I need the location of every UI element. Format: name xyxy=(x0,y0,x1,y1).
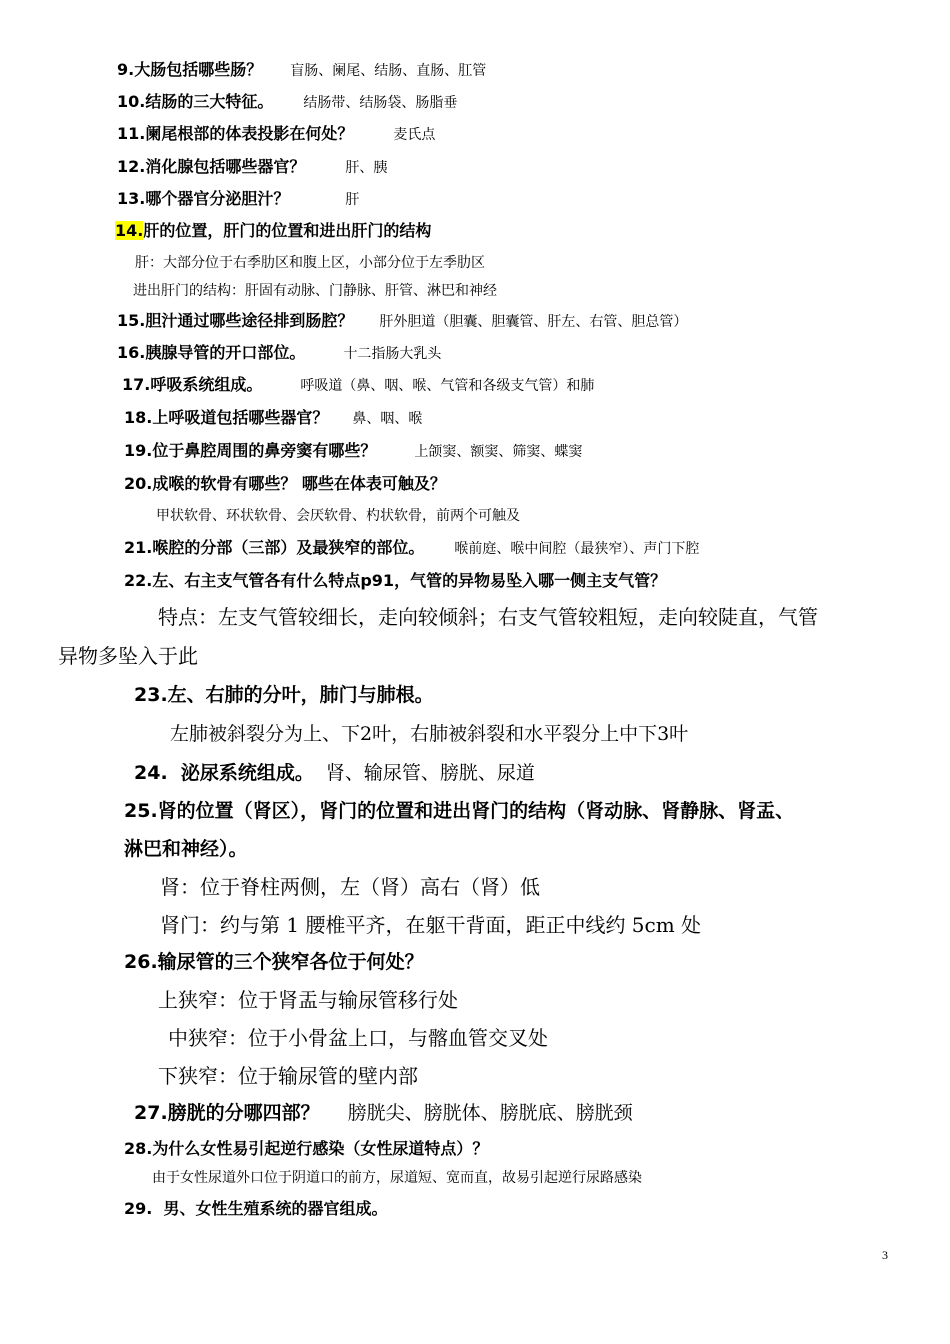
item-10 xyxy=(117,94,457,110)
question: 20.成喉的软骨有哪些？ 哪些在体表可触及？ xyxy=(124,474,446,493)
item-23-answer: 左肺被斜裂分为上、下2叶，右肺被斜裂和水平裂分上中下3叶 xyxy=(170,723,689,745)
item-14-answer-1: 肝：大部分位于右季肋区和腹上区，小部分位于左季肋区 xyxy=(135,255,485,271)
answer: 肾、输尿管、膀胱、尿道 xyxy=(325,762,535,784)
item-20-answer: 甲状软骨、环状软骨、会厌软骨、杓状软骨，前两个可触及 xyxy=(156,508,520,524)
answer: 肝 xyxy=(345,192,360,208)
item-20 xyxy=(124,476,446,492)
question: 23.左、右肺的分叶，肺门与肺根。 xyxy=(134,684,434,706)
item-27 xyxy=(134,1104,633,1123)
page-number: 3 xyxy=(882,1248,888,1262)
item-9 xyxy=(117,62,486,78)
item-22-answer-2: 异物多坠入于此 xyxy=(58,644,198,668)
item-26-answer-3: 下狭窄：位于输尿管的壁内部 xyxy=(158,1064,418,1088)
item-17 xyxy=(122,377,594,393)
item-26 xyxy=(124,953,424,972)
item-24 xyxy=(134,764,535,783)
item-26-answer-2: 中狭窄：位于小骨盆上口，与髂血管交叉处 xyxy=(168,1026,548,1050)
item-29 xyxy=(124,1201,388,1217)
question: 12.消化腺包括哪些器官？ xyxy=(117,157,306,176)
item-28 xyxy=(124,1141,488,1157)
answer: 鼻、咽、喉 xyxy=(352,411,423,427)
answer: 肝外胆道（胆囊、胆囊管、肝左、右管、胆总管） xyxy=(379,314,688,330)
answer: 十二指肠大乳头 xyxy=(343,346,442,362)
question: 13.哪个器官分泌胆汁？ xyxy=(117,189,290,208)
question-cont: 淋巴和神经）。 xyxy=(124,838,248,860)
answer: 呼吸道（鼻、咽、喉、气管和各级支气管）和肺 xyxy=(300,378,595,394)
item-15 xyxy=(117,313,687,329)
item-22 xyxy=(124,573,666,589)
item-21 xyxy=(124,540,699,556)
question: 27.膀胱的分哪四部？ xyxy=(134,1102,320,1124)
question: 26.输尿管的三个狭窄各位于何处？ xyxy=(124,951,424,973)
item-18 xyxy=(124,410,422,426)
question: 21.喉腔的分部（三部）及最狭窄的部位。 xyxy=(124,538,425,557)
item-25-line-2 xyxy=(124,840,248,859)
question: 16.胰腺导管的开口部位。 xyxy=(117,343,306,362)
question-number-highlighted: 14. xyxy=(115,221,144,240)
question: 15.胆汁通过哪些途径排到肠腔？ xyxy=(117,311,354,330)
item-11 xyxy=(117,126,435,142)
item-22-answer-1: 特点：左支气管较细长，走向较倾斜；右支气管较粗短，走向较陡直，气管 xyxy=(158,605,818,629)
question: 17.呼吸系统组成。 xyxy=(122,375,263,394)
question: 19.位于鼻腔周围的鼻旁窦有哪些？ xyxy=(124,441,377,460)
item-28-answer: 由于女性尿道外口位于阴道口的前方，尿道短、宽而直，故易引起逆行尿路感染 xyxy=(152,1170,642,1186)
question: 28.为什么女性易引起逆行感染（女性尿道特点）？ xyxy=(124,1139,489,1158)
question: 22.左、右主支气管各有什么特点p91，气管的异物易坠入哪一侧主支气管？ xyxy=(124,571,667,590)
item-25-answer-1: 肾：位于脊柱两侧，左（肾）高右（肾）低 xyxy=(160,875,540,899)
item-13 xyxy=(117,191,359,207)
question: 24. 泌尿系统组成。 xyxy=(134,762,314,784)
item-19 xyxy=(124,443,582,459)
answer: 膀胱尖、膀胱体、膀胱底、膀胱颈 xyxy=(347,1102,633,1124)
answer: 上颌窦、额窦、筛窦、蝶窦 xyxy=(414,444,583,460)
item-14 xyxy=(115,223,431,239)
item-16 xyxy=(117,345,441,361)
question: 肝的位置，肝门的位置和进出肝门的结构 xyxy=(143,221,432,240)
item-25-answer-2: 肾门：约与第 1 腰椎平齐，在躯干背面，距正中线约 5cm 处 xyxy=(160,913,702,937)
answer: 喉前庭、喉中间腔（最狭窄）、声门下腔 xyxy=(454,541,700,557)
item-23 xyxy=(134,686,434,705)
question: 9.大肠包括哪些肠？ xyxy=(117,60,263,79)
item-26-answer-1: 上狭窄：位于肾盂与输尿管移行处 xyxy=(158,988,458,1012)
question: 18.上呼吸道包括哪些器官？ xyxy=(124,408,329,427)
question: 10.结肠的三大特征。 xyxy=(117,92,274,111)
question: 29. 男、女性生殖系统的器官组成。 xyxy=(124,1199,388,1218)
answer: 肝、胰 xyxy=(345,160,388,176)
item-25-line-1 xyxy=(124,802,794,821)
question: 25.肾的位置（肾区），肾门的位置和进出肾门的结构（肾动脉、肾静脉、肾盂、 xyxy=(124,800,795,822)
item-14-answer-2: 进出肝门的结构：肝固有动脉、门静脉、肝管、淋巴和神经 xyxy=(133,283,497,299)
answer: 结肠带、结肠袋、肠脂垂 xyxy=(303,95,458,111)
answer: 麦氏点 xyxy=(393,127,436,143)
answer: 盲肠、阑尾、结肠、直肠、肛管 xyxy=(290,63,487,79)
item-12 xyxy=(117,159,387,175)
question: 11.阑尾根部的体表投影在何处？ xyxy=(117,124,354,143)
